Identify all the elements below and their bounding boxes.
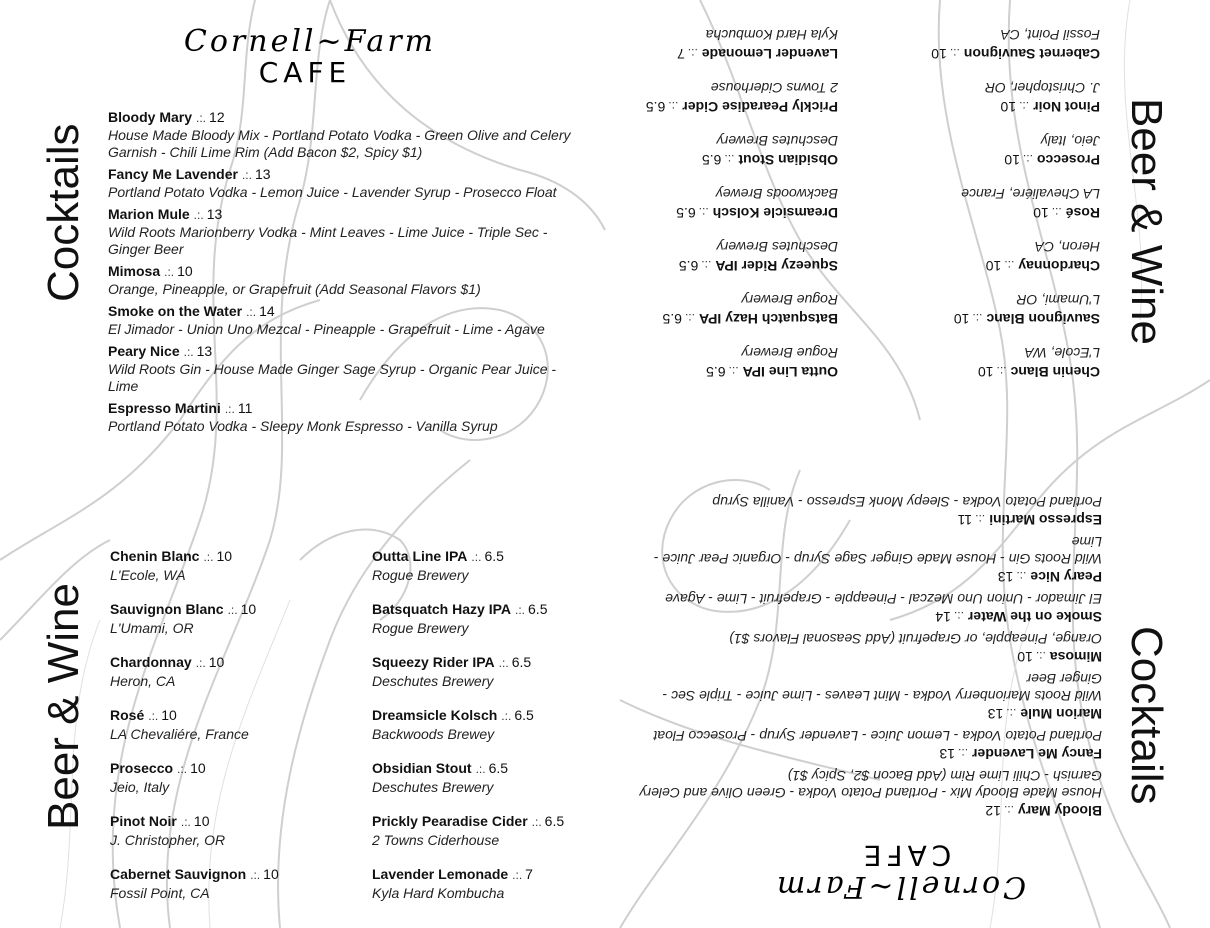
cocktail-price: 13 bbox=[939, 746, 956, 762]
cocktail-item bbox=[632, 493, 1102, 529]
beer-brewery: Kyla Hard Kombucha bbox=[372, 885, 505, 901]
cocktail-item bbox=[632, 727, 1102, 763]
wine-price: 10 bbox=[216, 548, 233, 564]
wine-name: Pinot Noir bbox=[1033, 99, 1100, 115]
cocktail-price: 11 bbox=[237, 400, 253, 416]
beer-price: 6.5 bbox=[706, 364, 726, 380]
wine-origin: L'Umami, OR bbox=[1016, 292, 1100, 308]
beer-name: Dreamsicle Kolsch bbox=[372, 707, 498, 723]
cocktail-name: Smoke on the Water bbox=[967, 609, 1102, 625]
price-separator: .:. bbox=[698, 205, 709, 219]
wine-item bbox=[860, 63, 1100, 116]
cocktail-name: Mimosa bbox=[108, 263, 161, 279]
logo-cafe-text: CAFE bbox=[258, 56, 352, 89]
logo-script-text: Cornell~Farm bbox=[183, 24, 437, 59]
wine-name: Chardonnay bbox=[110, 654, 192, 670]
wine-name: Sauvignon Blanc bbox=[110, 601, 224, 617]
price-separator: .:. bbox=[498, 656, 509, 670]
cocktail-name: Marion Mule bbox=[1020, 706, 1102, 722]
cocktail-item bbox=[108, 302, 578, 338]
wine-item bbox=[110, 706, 350, 759]
price-separator: .:. bbox=[475, 762, 486, 776]
price-separator: .:. bbox=[996, 364, 1007, 378]
price-separator: .:. bbox=[227, 603, 238, 617]
cocktail-description: El Jimador - Union Uno Mezcal - Pineapple - Grapefruit - Lime - Agave bbox=[108, 321, 545, 337]
beer-item bbox=[618, 10, 838, 63]
price-separator: .:. bbox=[1019, 99, 1030, 113]
price-separator: .:. bbox=[972, 311, 983, 325]
cocktail-name: Peary Nice bbox=[108, 343, 180, 359]
beer-item bbox=[618, 169, 838, 222]
price-separator: .:. bbox=[241, 168, 252, 182]
wine-origin: J. Christopher, OR bbox=[984, 80, 1100, 96]
beer-brewery: Rogue Brewery bbox=[741, 345, 838, 361]
cocktail-item bbox=[108, 165, 578, 201]
price-separator: .:. bbox=[1051, 205, 1062, 219]
beer-brewery: Backwoods Brewey bbox=[372, 726, 495, 742]
wine-item bbox=[860, 116, 1100, 169]
wine-name: Cabernet Sauvignon bbox=[110, 866, 247, 882]
price-separator: .:. bbox=[724, 152, 735, 166]
cocktail-description: Portland Potato Vodka - Lemon Juice - Lavender Syrup - Prosecco Float bbox=[653, 728, 1102, 744]
wine-item bbox=[110, 547, 350, 600]
price-separator: .:. bbox=[164, 265, 175, 279]
cocktail-item bbox=[108, 205, 578, 258]
beer-name: Outta Line IPA bbox=[742, 364, 838, 380]
menu-panel-inverted bbox=[605, 0, 1210, 928]
beer-price: 6.5 bbox=[511, 654, 532, 670]
wine-list bbox=[860, 10, 1100, 381]
wine-item bbox=[860, 275, 1100, 328]
cocktail-description: Portland Potato Vodka - Sleepy Monk Espresso - Vanilla Syrup bbox=[712, 494, 1102, 510]
beer-price: 6.5 bbox=[514, 707, 534, 723]
cocktail-item bbox=[108, 108, 578, 161]
beer-name: Prickly Pearadise Cider bbox=[372, 813, 528, 829]
price-separator: .:. bbox=[203, 550, 214, 564]
beer-brewery: Deschutes Brewery bbox=[716, 239, 838, 255]
beer-name: Dreamsicle Kolsch bbox=[712, 205, 838, 221]
beer-name: Obsidian Stout bbox=[738, 152, 838, 168]
price-separator: .:. bbox=[193, 208, 204, 222]
beer-price: 6.5 bbox=[678, 258, 699, 274]
cocktail-name: Smoke on the Water bbox=[108, 303, 243, 319]
wine-price: 10 bbox=[263, 866, 279, 882]
cocktail-description: House Made Bloody Mix - Portland Potato Vodka - Green Olive and Celery Garnish - Chili Lime Rim (Add Bacon $2, Spicy $1) bbox=[639, 768, 1102, 801]
price-separator: .:. bbox=[148, 709, 159, 723]
wine-price: 10 bbox=[931, 46, 947, 62]
wine-price: 10 bbox=[1004, 152, 1020, 168]
wine-price: 10 bbox=[953, 311, 970, 327]
cocktail-item bbox=[632, 590, 1102, 626]
wine-item bbox=[860, 10, 1100, 63]
cocktail-item bbox=[632, 767, 1102, 820]
cocktail-description: Wild Roots Gin - House Made Ginger Sage Syrup - Organic Pear Juice - Lime bbox=[108, 361, 557, 394]
price-separator: .:. bbox=[515, 603, 526, 617]
price-separator: .:. bbox=[1004, 258, 1015, 272]
beer-price: 6.5 bbox=[528, 601, 548, 617]
wine-origin: L'Umami, OR bbox=[110, 620, 194, 636]
price-separator: .:. bbox=[684, 311, 695, 325]
beer-brewery: Rogue Brewery bbox=[372, 620, 469, 636]
cocktail-item bbox=[632, 533, 1102, 586]
wine-origin: Fossil Point, CA bbox=[1000, 27, 1100, 43]
wine-origin: LA Chevaliére, France bbox=[961, 186, 1100, 202]
beer-brewery: Deschutes Brewery bbox=[716, 133, 838, 149]
price-separator: .:. bbox=[728, 364, 739, 378]
cocktail-description: Orange, Pineapple, or Grapefruit (Add Seasonal Flavors $1) bbox=[729, 631, 1102, 647]
cocktail-name: Espresso Martini bbox=[108, 400, 221, 416]
cocktail-price: 14 bbox=[259, 303, 275, 319]
price-separator: .:. bbox=[183, 345, 194, 359]
wine-name: Rosé bbox=[110, 707, 145, 723]
beer-brewery: Rogue Brewery bbox=[372, 567, 469, 583]
wine-item bbox=[110, 653, 350, 706]
beer-item bbox=[618, 328, 838, 381]
beer-item bbox=[372, 547, 592, 600]
cocktail-price: 14 bbox=[935, 609, 951, 625]
beer-item bbox=[372, 600, 592, 653]
beer-name: Outta Line IPA bbox=[372, 548, 468, 564]
cocktail-item bbox=[632, 630, 1102, 666]
wine-item bbox=[860, 169, 1100, 222]
price-separator: .:. bbox=[958, 746, 969, 760]
cafe-logo bbox=[160, 26, 460, 88]
cafe-logo bbox=[750, 840, 1050, 902]
wine-list bbox=[110, 547, 350, 918]
beer-price: 7 bbox=[677, 46, 685, 62]
wine-price: 10 bbox=[240, 601, 257, 617]
wine-origin: Heron, CA bbox=[1034, 239, 1100, 255]
wine-price: 10 bbox=[977, 364, 994, 380]
cocktail-item bbox=[108, 399, 578, 435]
cocktail-name: Mimosa bbox=[1049, 649, 1102, 665]
cocktail-item bbox=[108, 262, 578, 298]
beer-brewery: Kyla Hard Kombucha bbox=[705, 27, 838, 43]
beer-name: Squeezy Rider IPA bbox=[715, 258, 838, 274]
price-separator: .:. bbox=[953, 609, 964, 623]
cocktail-price: 13 bbox=[206, 206, 223, 222]
price-separator: .:. bbox=[701, 258, 712, 272]
wine-name: Chenin Blanc bbox=[1010, 364, 1100, 380]
cocktail-description: Wild Roots Gin - House Made Ginger Sage Syrup - Organic Pear Juice - Lime bbox=[653, 534, 1102, 567]
cocktail-description: Orange, Pineapple, or Grapefruit (Add Seasonal Flavors $1) bbox=[108, 281, 481, 297]
beer-wine-section-title: Beer & Wine bbox=[1122, 98, 1171, 345]
wine-item bbox=[110, 759, 350, 812]
wine-name: Chardonnay bbox=[1018, 258, 1100, 274]
wine-origin: Fossil Point, CA bbox=[110, 885, 210, 901]
cocktail-price: 13 bbox=[196, 343, 213, 359]
beer-brewery: 2 Towns Ciderhouse bbox=[710, 80, 838, 96]
beer-price: 6.5 bbox=[645, 99, 666, 115]
cocktail-name: Fancy Me Lavender bbox=[972, 746, 1102, 762]
wine-price: 10 bbox=[1033, 205, 1049, 221]
beer-item bbox=[372, 706, 592, 759]
beer-item bbox=[372, 759, 592, 812]
price-separator: .:. bbox=[1035, 649, 1046, 663]
beer-name: Batsquatch Hazy IPA bbox=[372, 601, 511, 617]
cocktail-price: 11 bbox=[957, 512, 973, 528]
wine-origin: L'Ecole, WA bbox=[1024, 345, 1100, 361]
beer-item bbox=[618, 222, 838, 275]
beer-price: 6.5 bbox=[488, 760, 509, 776]
price-separator: .:. bbox=[177, 762, 188, 776]
wine-name: Prosecco bbox=[110, 760, 174, 776]
beer-name: Lavender Lemonade bbox=[372, 866, 509, 882]
price-separator: .:. bbox=[250, 868, 261, 882]
wine-price: 10 bbox=[985, 258, 1002, 274]
cocktail-price: 13 bbox=[997, 569, 1014, 585]
beer-price: 6.5 bbox=[544, 813, 565, 829]
price-separator: .:. bbox=[196, 111, 207, 125]
cocktail-name: Peary Nice bbox=[1030, 569, 1102, 585]
wine-origin: Jeio, Italy bbox=[1040, 133, 1100, 149]
price-separator: .:. bbox=[501, 709, 512, 723]
price-separator: .:. bbox=[668, 99, 679, 113]
price-separator: .:. bbox=[1003, 803, 1014, 817]
cocktail-name: Bloody Mary bbox=[1017, 803, 1102, 819]
logo-cafe-text: CAFE bbox=[858, 839, 952, 872]
beer-price: 6.5 bbox=[662, 311, 682, 327]
beer-name: Obsidian Stout bbox=[372, 760, 472, 776]
wine-name: Chenin Blanc bbox=[110, 548, 200, 564]
cocktail-price: 13 bbox=[987, 706, 1004, 722]
price-separator: .:. bbox=[471, 550, 482, 564]
beer-brewery: Deschutes Brewery bbox=[372, 673, 494, 689]
cocktails-list bbox=[108, 108, 578, 439]
beer-item bbox=[372, 653, 592, 706]
beer-price: 6.5 bbox=[676, 205, 696, 221]
price-separator: .:. bbox=[531, 815, 542, 829]
price-separator: .:. bbox=[246, 305, 257, 319]
beer-item bbox=[618, 63, 838, 116]
wine-origin: Heron, CA bbox=[110, 673, 176, 689]
cocktails-section-title: Cocktails bbox=[1122, 626, 1171, 805]
cocktail-price: 12 bbox=[209, 109, 225, 125]
beer-item bbox=[372, 812, 592, 865]
cocktails-section-title: Cocktails bbox=[39, 123, 88, 302]
beer-brewery: Deschutes Brewery bbox=[372, 779, 494, 795]
logo-script-text: Cornell~Farm bbox=[773, 869, 1027, 904]
wine-name: Cabernet Sauvignon bbox=[963, 46, 1100, 62]
wine-name: Rosé bbox=[1065, 205, 1100, 221]
wine-price: 10 bbox=[1000, 99, 1017, 115]
cocktail-description: Wild Roots Marionberry Vodka - Mint Leaves - Lime Juice - Triple Sec - Ginger Beer bbox=[108, 224, 548, 257]
wine-origin: LA Chevaliére, France bbox=[110, 726, 249, 742]
cocktail-name: Marion Mule bbox=[108, 206, 190, 222]
cocktail-price: 10 bbox=[177, 263, 193, 279]
cocktails-list bbox=[632, 489, 1102, 820]
beer-wine-section-title: Beer & Wine bbox=[39, 583, 88, 830]
price-separator: .:. bbox=[1022, 152, 1033, 166]
beer-price: 6.5 bbox=[701, 152, 722, 168]
beer-name: Prickly Pearadise Cider bbox=[682, 99, 838, 115]
wine-price: 10 bbox=[161, 707, 177, 723]
beer-name: Lavender Lemonade bbox=[701, 46, 838, 62]
cocktail-description: El Jimador - Union Uno Mezcal - Pineapple - Grapefruit - Lime - Agave bbox=[665, 591, 1102, 607]
beer-price: 7 bbox=[525, 866, 533, 882]
cocktail-item bbox=[108, 342, 578, 395]
cocktail-name: Fancy Me Lavender bbox=[108, 166, 238, 182]
beer-list bbox=[618, 10, 838, 381]
wine-name: Prosecco bbox=[1036, 152, 1100, 168]
price-separator: .:. bbox=[975, 512, 986, 526]
wine-origin: L'Ecole, WA bbox=[110, 567, 186, 583]
price-separator: .:. bbox=[180, 815, 191, 829]
cocktail-description: Portland Potato Vodka - Sleepy Monk Espresso - Vanilla Syrup bbox=[108, 418, 498, 434]
wine-price: 10 bbox=[193, 813, 210, 829]
beer-item bbox=[372, 865, 592, 918]
price-separator: .:. bbox=[224, 402, 235, 416]
wine-price: 10 bbox=[190, 760, 206, 776]
beer-item bbox=[618, 116, 838, 169]
wine-name: Pinot Noir bbox=[110, 813, 177, 829]
beer-price: 6.5 bbox=[484, 548, 504, 564]
cocktail-price: 13 bbox=[254, 166, 271, 182]
price-separator: .:. bbox=[949, 46, 960, 60]
price-separator: .:. bbox=[687, 46, 698, 60]
wine-name: Sauvignon Blanc bbox=[986, 311, 1100, 327]
wine-item bbox=[110, 865, 350, 918]
beer-list bbox=[372, 547, 592, 918]
cocktail-name: Espresso Martini bbox=[989, 512, 1102, 528]
beer-brewery: 2 Towns Ciderhouse bbox=[372, 832, 500, 848]
beer-brewery: Rogue Brewery bbox=[741, 292, 838, 308]
wine-price: 10 bbox=[208, 654, 225, 670]
wine-item bbox=[860, 222, 1100, 275]
wine-item bbox=[860, 328, 1100, 381]
cocktail-price: 12 bbox=[985, 803, 1001, 819]
beer-brewery: Backwoods Brewey bbox=[715, 186, 838, 202]
wine-item bbox=[110, 600, 350, 653]
cocktail-description: Wild Roots Marionberry Vodka - Mint Leaves - Lime Juice - Triple Sec - Ginger Beer bbox=[662, 671, 1102, 704]
beer-name: Batsquatch Hazy IPA bbox=[699, 311, 838, 327]
cocktail-name: Bloody Mary bbox=[108, 109, 193, 125]
cocktail-description: House Made Bloody Mix - Portland Potato Vodka - Green Olive and Celery Garnish - Chili Lime Rim (Add Bacon $2, Spicy $1) bbox=[108, 127, 571, 160]
beer-name: Squeezy Rider IPA bbox=[372, 654, 495, 670]
wine-origin: J. Christopher, OR bbox=[110, 832, 226, 848]
cocktail-price: 10 bbox=[1017, 649, 1033, 665]
price-separator: .:. bbox=[195, 656, 206, 670]
cocktail-description: Portland Potato Vodka - Lemon Juice - Lavender Syrup - Prosecco Float bbox=[108, 184, 557, 200]
wine-origin: Jeio, Italy bbox=[110, 779, 170, 795]
cocktail-item bbox=[632, 670, 1102, 723]
price-separator: .:. bbox=[1016, 569, 1027, 583]
wine-item bbox=[110, 812, 350, 865]
price-separator: .:. bbox=[1006, 706, 1017, 720]
price-separator: .:. bbox=[512, 868, 523, 882]
beer-item bbox=[618, 275, 838, 328]
